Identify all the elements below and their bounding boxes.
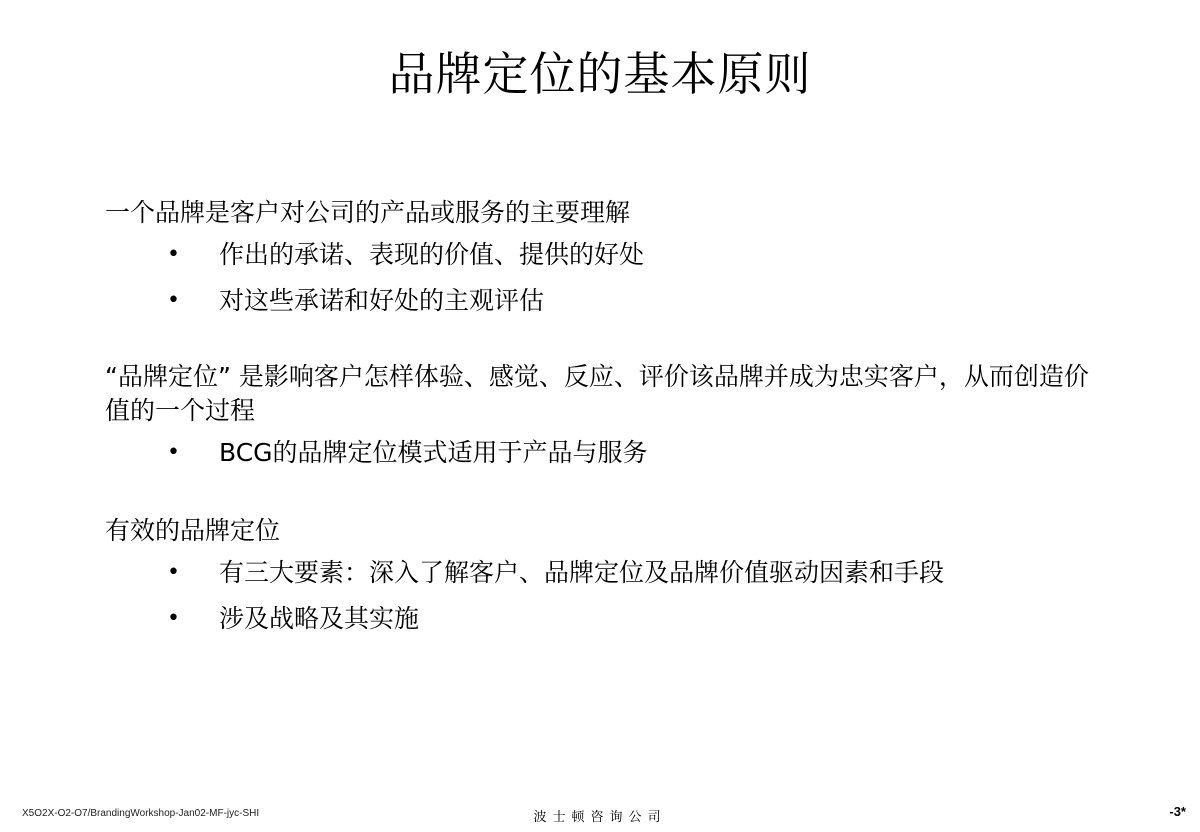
section-effective-positioning bbox=[105, 514, 1105, 636]
bullet-dot-icon: • bbox=[167, 606, 180, 631]
bullet-text: 作出的承诺、表现的价值、提供的好处 bbox=[219, 240, 645, 269]
section-brand-definition bbox=[105, 196, 1105, 318]
bullet-text: BCG的品牌定位模式适用于产品与服务 bbox=[219, 438, 648, 467]
bullet-list bbox=[105, 436, 1105, 470]
bullet-dot-icon: • bbox=[167, 560, 180, 585]
bullet-item bbox=[105, 602, 1105, 636]
bullet-item bbox=[105, 436, 1105, 470]
bullet-item bbox=[105, 556, 1105, 590]
footer-company: 波士顿咨询公司 bbox=[533, 810, 667, 825]
bullet-list bbox=[105, 556, 1105, 636]
slide-body bbox=[105, 196, 1105, 678]
section-heading: “品牌定位” 是影响客户怎样体验、感觉、反应、评价该品牌并成为忠实客户，从而创造价值的一个过程 bbox=[105, 362, 1089, 425]
footer-file-label: X5O2X-O2-O7/BrandingWorkshop-Jan02-MF-jyc-SHI bbox=[22, 808, 260, 819]
bullet-list bbox=[105, 238, 1105, 318]
section-heading: 有效的品牌定位 bbox=[105, 516, 281, 545]
bullet-text: 涉及战略及其实施 bbox=[219, 604, 420, 633]
slide-footer bbox=[0, 800, 1200, 824]
bullet-dot-icon: • bbox=[167, 242, 180, 267]
section-heading: 一个品牌是客户对公司的产品或服务的主要理解 bbox=[105, 198, 631, 227]
bullet-dot-icon: • bbox=[167, 288, 180, 313]
bullet-dot-icon: • bbox=[167, 440, 180, 465]
bullet-item bbox=[105, 284, 1105, 318]
bullet-item bbox=[105, 238, 1105, 272]
bullet-text: 有三大要素：深入了解客户、品牌定位及品牌价值驱动因素和手段 bbox=[219, 558, 945, 587]
page-number: -3* bbox=[1169, 804, 1186, 819]
bullet-text: 对这些承诺和好处的主观评估 bbox=[219, 286, 545, 315]
section-brand-positioning bbox=[105, 360, 1105, 470]
slide-title: 品牌定位的基本原则 bbox=[388, 47, 812, 101]
